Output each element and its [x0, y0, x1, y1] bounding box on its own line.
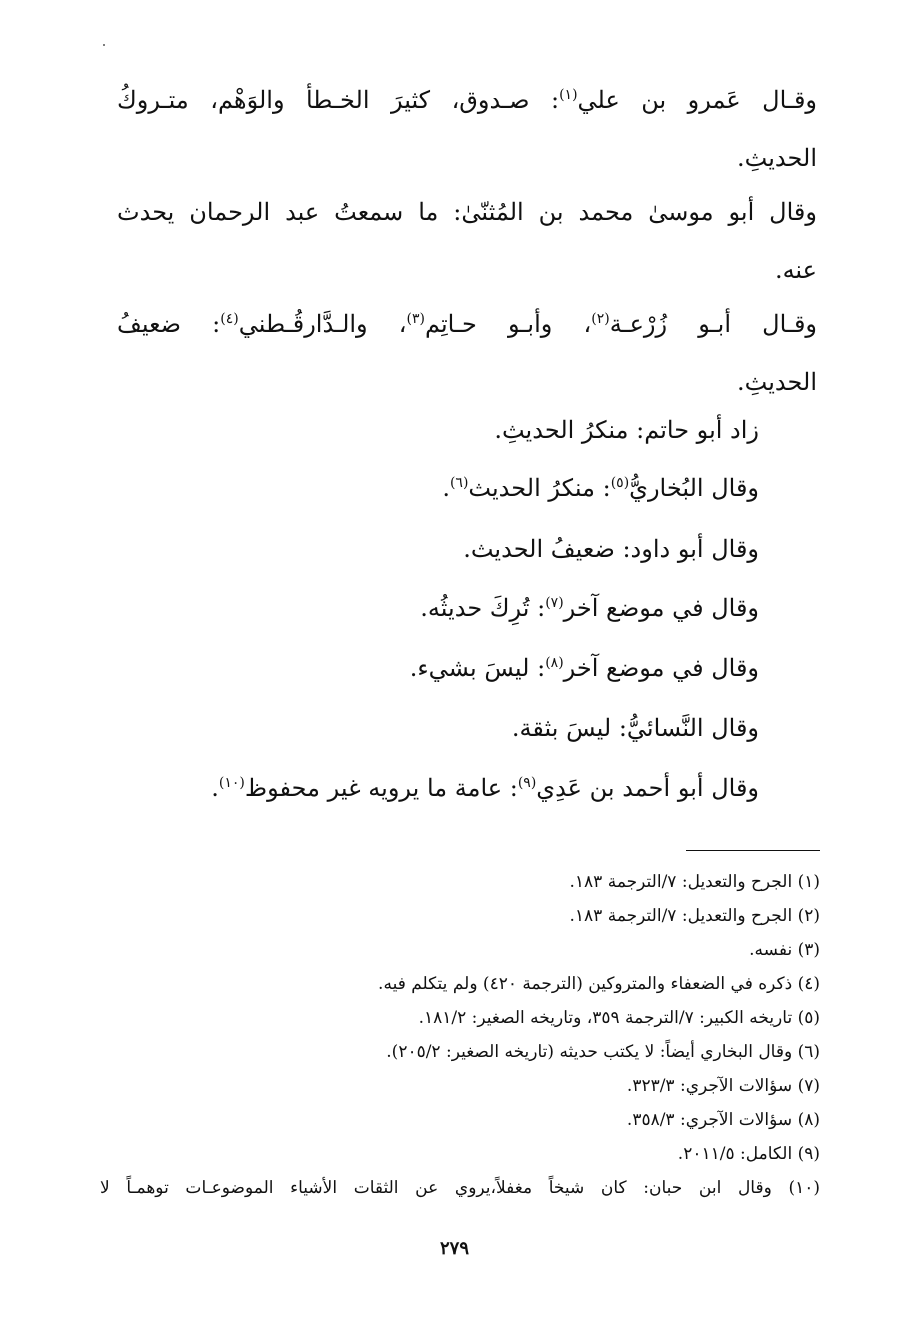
scan-speck — [103, 44, 105, 46]
footnote: (٥) تاريخه الكبير: ٧/الترجمة ٣٥٩، وتاريخه الصغير: ١٨١/٢. — [418, 1008, 820, 1028]
footnote-ref: (١٠) — [218, 775, 245, 791]
footnote: (١٠) وقال ابن حبان: كان شيخاً مغفلاً،يروي عن الثقات الأشياء الموضوعـات توهمـاً لا — [100, 1178, 820, 1198]
text-run: وقال البُخاريُّ — [629, 474, 759, 502]
footnote: (٨) سؤالات الآجري: ٣٥٨/٣. — [626, 1110, 820, 1130]
line-another-place-1 — [420, 594, 759, 623]
text-run: وقـال أبـو زُرْعـة — [609, 310, 818, 338]
text-run: ، وأبـو حـاتِم — [425, 310, 592, 338]
footnote: (٦) وقال البخاري أيضاً: لا يكتب حديثه (تاريخه الصغير: ٢٠٥/٢). — [386, 1042, 820, 1062]
footnote-ref: (٦) — [449, 475, 469, 491]
paragraph-line: الحديثِ. — [737, 368, 817, 396]
footnote: (٢) الجرح والتعديل: ٧/الترجمة ١٨٣. — [569, 906, 820, 926]
footnote-ref: (٩) — [517, 775, 537, 791]
line-another-place-2 — [410, 654, 759, 683]
footnote-ref: (٥) — [610, 475, 630, 491]
paragraph-line: وقال أبو موسىٰ محمد بن المُثنّىٰ: ما سمعتُ عبد الرحمان يحدث — [117, 198, 817, 226]
footnote: (٤) ذكره في الضعفاء والمتروكين (الترجمة ٤٢٠) ولم يتكلم فيه. — [378, 974, 820, 994]
footnote-ref: (١) — [559, 87, 578, 103]
page-number: ٢٧٩ — [439, 1238, 469, 1259]
text-run: ، والـدَّارقُـطني — [238, 310, 407, 338]
text-run: وقال أبو أحمد بن عَدِي — [536, 774, 759, 802]
footnote: (١) الجرح والتعديل: ٧/الترجمة ١٨٣. — [569, 872, 820, 892]
line-abu-hatim: زاد أبو حاتم: منكرُ الحديثِ. — [494, 416, 759, 444]
footnote-ref: (٧) — [545, 595, 564, 611]
footnote-ref: (٢) — [591, 311, 610, 327]
footnotes — [100, 865, 820, 1205]
text-run: . — [442, 474, 450, 502]
text-run: . — [211, 774, 219, 802]
paragraph-line — [117, 310, 817, 339]
text-run: : صـدوق، كثيرَ الخـطأ والوَهْم، متـروكُ — [117, 86, 560, 114]
line-ibn-adi — [211, 774, 759, 803]
footnote-ref: (٨) — [545, 655, 564, 671]
footnote: (٩) الكامل: ٢٠١١/٥. — [677, 1144, 820, 1164]
text-run: وقـال عَمرو بن علي — [577, 86, 818, 114]
line-nasai: وقال النَّسائيُّ: ليسَ بثقة. — [511, 714, 759, 742]
footnote-ref: (٣) — [406, 311, 425, 327]
paragraph-line: عنه. — [774, 256, 817, 284]
text-run: : تُرِكَ حديثُه. — [420, 594, 546, 622]
paragraph-abu-musa — [117, 198, 817, 285]
text-run: : عامة ما يرويه غير محفوظ — [244, 774, 518, 802]
text-run: : ليسَ بشيء. — [409, 654, 546, 682]
text-run: : ضعيفُ — [117, 310, 221, 338]
paragraph-line: الحديثِ. — [737, 144, 817, 172]
text-run: وقال في موضع آخر — [563, 594, 759, 622]
footnote-ref: (٤) — [220, 311, 239, 327]
line-bukhari — [442, 474, 759, 503]
text-run: وقال في موضع آخر — [563, 654, 759, 682]
footnote: (٧) سؤالات الآجري: ٣٢٣/٣. — [626, 1076, 820, 1096]
paragraph-abu-zura — [117, 310, 817, 397]
text-run: : منكرُ الحديث — [468, 474, 611, 502]
footnote-separator — [686, 850, 820, 851]
paragraph-line — [117, 86, 817, 115]
line-abu-dawud: وقال أبو داود: ضعيفُ الحديث. — [463, 535, 759, 563]
paragraph-amr-bin-ali — [117, 86, 817, 173]
footnote: (٣) نفسه. — [749, 940, 820, 960]
